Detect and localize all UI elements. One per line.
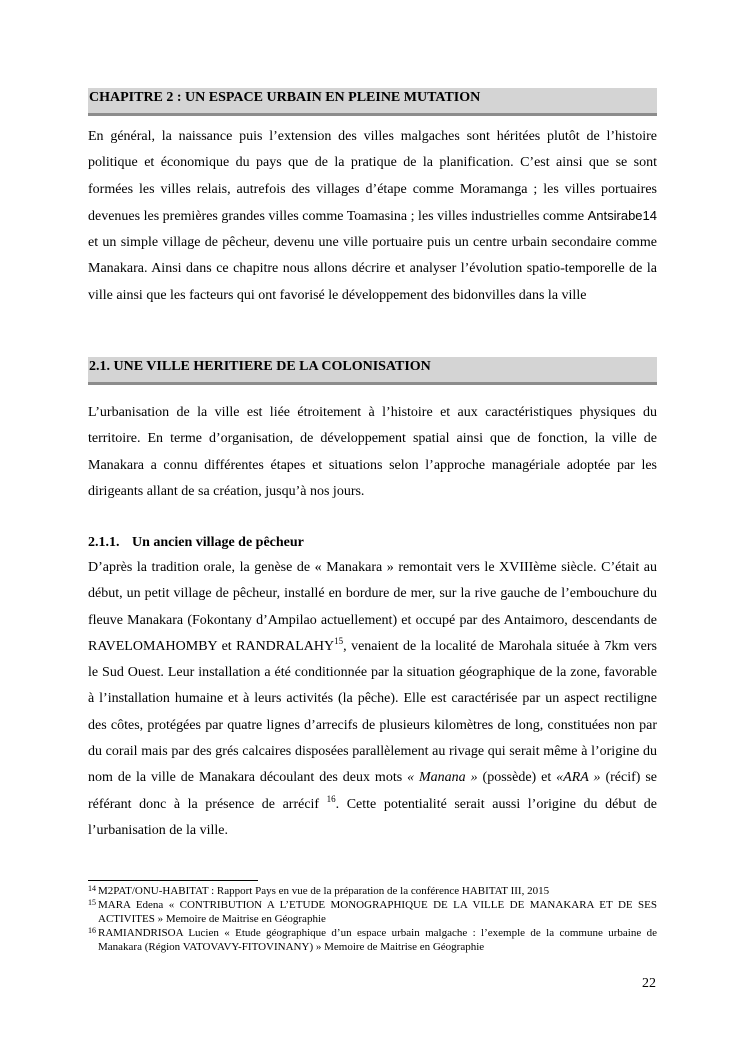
footnote-number: 15: [88, 898, 96, 907]
footnote-15: [88, 898, 657, 926]
antsirabe-text: Antsirabe14: [587, 207, 657, 223]
footnote-text: MARA Edena « CONTRIBUTION A L’ETUDE MONOGRAPHIQUE DE LA VILLE DE MANAKARA ET DE SES ACTIVITES » Memoire de Maitrise en Géographie: [98, 899, 657, 925]
intro-text-b: et un simple village de pêcheur, devenu une ville portuaire puis un centre urbain secondaire comme Manakara. Ainsi dans ce chapitre nous allons décrire et analyser l’évolution spatio-temporelle de la ville ainsi que les facteurs qui ont favorisé le développement des bidonvilles dans la ville: [88, 235, 657, 303]
footnote-14: [88, 884, 657, 898]
footnote-text: M2PAT/ONU-HABITAT : Rapport Pays en vue de la préparation de la conférence HABITAT III, 2015: [98, 885, 550, 897]
subsection-title: Un ancien village de pêcheur: [132, 535, 304, 550]
footnote-number: 16: [88, 926, 96, 935]
section-heading: 2.1. UNE VILLE HERITIERE DE LA COLONISATION: [88, 357, 657, 385]
sub-para-part5: . Cette potentialité serait aussi l’origine du début de l’urbanisation de la ville.: [88, 796, 657, 838]
intro-text-a: En général, la naissance puis l’extension des villes malgaches sont héritées plutôt de l’histoire politique et économique du pays que de la pratique de la planification. C’est ainsi que se sont formées les villes relais, autrefois des villages d’étape comme Moramanga ; les villes portuaires devenues les premières grandes villes comme Toamasina ; les villes industrielles comme: [88, 129, 657, 224]
footnote-number: 14: [88, 884, 96, 893]
footnotes: [88, 884, 657, 954]
subsection-number: 2.1.1.: [88, 535, 120, 550]
page-number: 22: [642, 976, 656, 991]
footnote-16: [88, 926, 657, 954]
footnote-ref-15: 15: [334, 635, 344, 646]
sub-para-part1: D’après la tradition orale, la genèse de « Manakara » remontait vers le XVIIIème siècle. C’était au début, un petit village de pêcheur, installé en bordure de mer, sur la rive gauche de l’embouchure du fleuve Manakara (Fokontany d’Ampilao actuellement) et occupé par des Antaimoro, descendants de RAVELOMAHOMBY et RANDRALAHY: [88, 560, 657, 654]
chapter-heading: CHAPITRE 2 : UN ESPACE URBAIN EN PLEINE MUTATION: [88, 88, 657, 116]
footnote-ref-16: 16: [326, 793, 336, 804]
subsection-paragraph: [88, 555, 657, 844]
ara-term: «ARA »: [556, 770, 601, 786]
footnote-text: RAMIANDRISOA Lucien « Etude géographique d’un espace urbain malgache : l’exemple de la commune urbaine de Manakara (Région VATOVAVY-FITOVINANY) » Memoire de Maitrise en Géographie: [98, 927, 657, 953]
sub-para-part3: (possède) et: [477, 770, 557, 786]
subsection-heading: [88, 532, 304, 554]
section-paragraph: L’urbanisation de la ville est liée étroitement à l’histoire et aux caractéristiques physiques du territoire. En terme d’organisation, de développement spatial ainsi que de fonction, la ville de Manakara a connu différentes étapes et situations selon l’approche managériale adoptée par les dirigeants allant de sa création, jusqu’à nos jours.: [88, 405, 657, 499]
sub-para-part2: , venaient de la localité de Marohala située à 7km vers le Sud Ouest. Leur installation a été conditionnée par la situation géographique de la zone, favorable à l’installation humaine et à leurs activités (la pêche). Elle est caractérisée par un aspect rectiligne des côtes, protégées par quatre lignes d’arrecifs de plusieurs kilomètres de long, constituées non par du corail mais par des grés calcaires disposées parallèlement au rivage qui serait même à l’origine du nom de la ville de Manakara découlant des deux mots: [88, 638, 657, 786]
manana-term: « Manana »: [407, 770, 478, 786]
intro-paragraph: [88, 124, 657, 309]
sub-para-part4: (récif) se référant donc à la présence de arrécif: [88, 770, 658, 812]
footnote-separator: [88, 880, 258, 881]
